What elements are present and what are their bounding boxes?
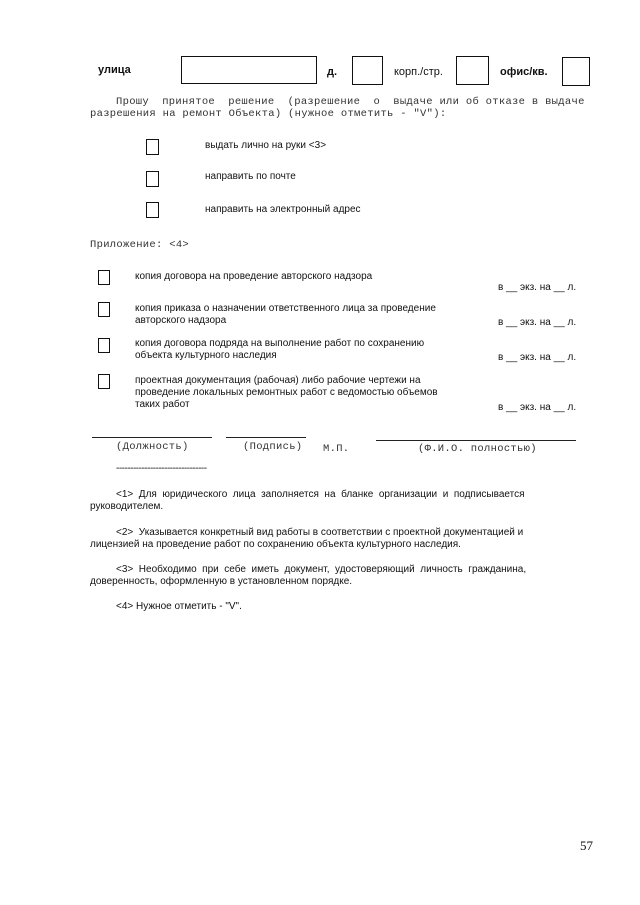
house-label: д. (327, 66, 338, 78)
attachment-copies: в __ экз. на __ л. (498, 352, 577, 363)
full-name-line (376, 440, 576, 441)
attachment-checkbox[interactable] (98, 374, 110, 389)
attachments-heading: Приложение: <4> (90, 239, 190, 251)
attachment-copies: в __ экз. на __ л. (498, 317, 577, 328)
attachment-text: копия приказа о назначении ответственного лица за проведение авторского надзора (135, 303, 436, 326)
position-line (92, 437, 212, 438)
office-input[interactable] (562, 57, 590, 86)
delivery-by-mail-checkbox[interactable] (146, 171, 159, 187)
attachment-checkbox[interactable] (98, 270, 110, 285)
street-input[interactable] (181, 56, 317, 84)
attachment-text: копия договора на проведение авторского надзора (135, 271, 373, 282)
footnote-separator: -------------------------------- (116, 463, 207, 474)
signature-line (226, 437, 306, 438)
delivery-in-person-checkbox[interactable] (146, 139, 159, 155)
attachment-text: проектная документация (рабочая) либо рабочие чертежи на проведение локальных ремонтных работ с ведомостью объемов таких работ (135, 375, 438, 410)
request-text-line1: Прошу принятое решение (разрешение о выдаче или об отказе в выдаче (116, 96, 585, 108)
delivery-by-email-checkbox[interactable] (146, 202, 159, 218)
delivery-option-label: направить по почте (205, 171, 296, 182)
delivery-option-label: выдать лично на руки <3> (205, 140, 327, 151)
request-text-line2: разрешения на ремонт Объекта) (нужное отметить - "V"): (90, 108, 447, 120)
footnote-1-line1: <1> Для юридического лица заполняется на бланке организации и подписывается (116, 489, 525, 500)
attachment-text: копия договора подряда на выполнение работ по сохранению объекта культурного наследия (135, 338, 425, 361)
attachment-checkbox[interactable] (98, 302, 110, 317)
office-label: офис/кв. (500, 66, 548, 78)
street-label: улица (98, 64, 131, 76)
attachment-copies: в __ экз. на __ л. (498, 402, 577, 413)
attachment-checkbox[interactable] (98, 338, 110, 353)
stamp-caption: М.П. (323, 443, 350, 455)
footnote-3-line1: <3> Необходимо при себе иметь документ, удостоверяющий личность гражданина, (116, 564, 527, 575)
position-caption: (Должность) (116, 441, 189, 453)
building-label: корп./стр. (394, 66, 443, 78)
footnote-2-line1: <2> Указывается конкретный вид работы в соответствии с проектной документацией и (116, 527, 524, 538)
footnote-2-line2: лицензией на проведение работ по сохранению объекта культурного наследия. (90, 539, 461, 550)
house-input[interactable] (352, 56, 383, 85)
page-number: 57 (580, 838, 593, 853)
attachment-copies: в __ экз. на __ л. (498, 282, 577, 293)
footnote-4: <4> Нужное отметить - "V". (116, 601, 242, 612)
footnote-1-line2: руководителем. (90, 501, 164, 512)
delivery-option-label: направить на электронный адрес (205, 204, 361, 215)
footnote-3-line2: доверенность, оформленную в установленном порядке. (90, 576, 353, 587)
building-input[interactable] (456, 56, 489, 85)
signature-caption: (Подпись) (243, 441, 303, 453)
full-name-caption: (Ф.И.О. полностью) (418, 443, 537, 455)
